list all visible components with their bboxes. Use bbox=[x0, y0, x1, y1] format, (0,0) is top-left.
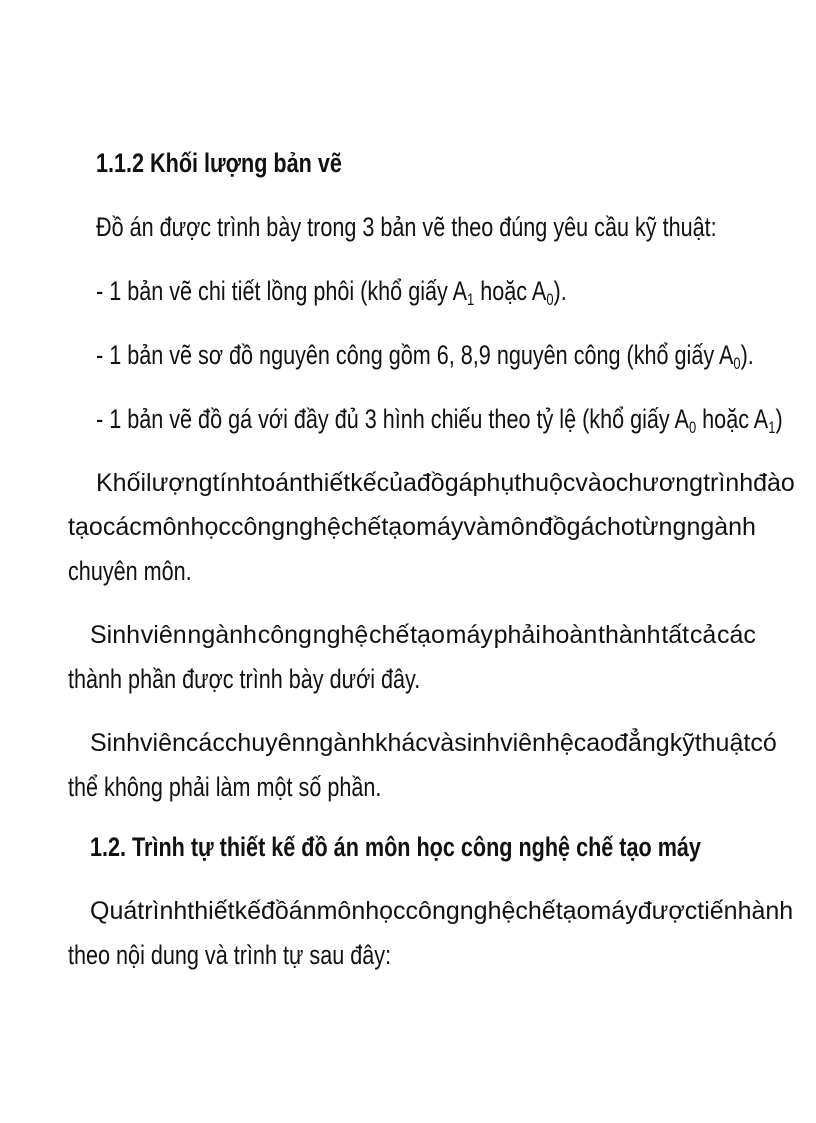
paragraph-line bbox=[90, 618, 756, 652]
word: khác bbox=[374, 729, 428, 757]
word: chế bbox=[369, 621, 410, 649]
word: tạo bbox=[381, 513, 417, 541]
word: công bbox=[230, 513, 286, 541]
paper-size-subscript: 1 bbox=[768, 419, 776, 437]
word: nghệ bbox=[312, 621, 369, 649]
word: lượng bbox=[146, 469, 213, 497]
word: đồ bbox=[538, 513, 567, 541]
word: đào bbox=[753, 469, 795, 497]
word: của bbox=[376, 469, 417, 497]
word: tính bbox=[212, 469, 255, 497]
drawing-text: ). bbox=[553, 276, 567, 306]
word: sinh bbox=[454, 729, 501, 757]
word: công bbox=[405, 897, 460, 925]
word: từng bbox=[634, 513, 687, 541]
word: đồ bbox=[260, 897, 289, 925]
paper-size-subscript: 0 bbox=[733, 355, 741, 373]
paper-size-subscript: 0 bbox=[688, 419, 697, 437]
word: kỹ bbox=[669, 729, 695, 757]
paper-size-subscript: 0 bbox=[546, 291, 554, 309]
word: thiết bbox=[302, 469, 351, 497]
word: trình bbox=[137, 897, 188, 925]
word: chế bbox=[515, 897, 556, 925]
drawing-list-item bbox=[96, 338, 754, 372]
drawing-text: ). bbox=[740, 340, 754, 370]
paragraph-line bbox=[96, 466, 795, 500]
word: gá bbox=[566, 513, 595, 541]
drawing-text: - 1 bản vẽ sơ đồ nguyên công gồm 6, 8,9 nguyên công (khổ giấy A bbox=[96, 340, 734, 370]
drawing-list-item bbox=[96, 402, 783, 436]
word: Sinh bbox=[90, 621, 141, 649]
word: hoàn bbox=[541, 621, 598, 649]
word: và bbox=[463, 513, 490, 541]
word: tạo bbox=[410, 621, 445, 649]
word: học bbox=[190, 513, 231, 541]
word: thuộc bbox=[514, 469, 576, 497]
word: các bbox=[185, 729, 225, 757]
word: Quá bbox=[90, 897, 138, 925]
word: án bbox=[288, 897, 317, 925]
paragraph-line bbox=[68, 510, 756, 544]
word: tiến bbox=[697, 897, 738, 925]
word: công bbox=[257, 621, 312, 649]
word: máy bbox=[445, 621, 493, 649]
section-heading: 1.1.2 Khối lượng bản vẽ bbox=[96, 148, 342, 178]
word: phụ bbox=[472, 469, 515, 497]
word: và bbox=[427, 729, 455, 757]
paragraph-line bbox=[90, 894, 794, 928]
word: ngành bbox=[187, 621, 257, 649]
paragraph-line: chuyên môn. bbox=[68, 556, 192, 586]
word: có bbox=[750, 729, 777, 757]
word: viên bbox=[500, 729, 546, 757]
paragraph-line bbox=[90, 726, 777, 760]
drawing-text: - 1 bản vẽ chi tiết lồng phôi (khổ giấy A bbox=[96, 276, 468, 306]
drawing-text: ) bbox=[775, 404, 783, 434]
word: đồ bbox=[416, 469, 445, 497]
word: toán bbox=[254, 469, 303, 497]
word: ngành bbox=[686, 513, 756, 541]
word: thuật bbox=[694, 729, 751, 757]
word: gá bbox=[444, 469, 473, 497]
drawing-text: hoặc A bbox=[696, 404, 769, 434]
word: cả bbox=[689, 621, 717, 649]
word: học bbox=[365, 897, 406, 925]
word: tất bbox=[661, 621, 690, 649]
word: đẳng bbox=[614, 729, 670, 757]
section2-heading: 1.2. Trình tự thiết kế đồ án môn học công nghệ chế tạo máy bbox=[90, 832, 701, 862]
word: ngành bbox=[305, 729, 375, 757]
drawing-list-item bbox=[96, 274, 567, 308]
paper-size-subscript: 1 bbox=[467, 291, 475, 309]
word: viên bbox=[140, 621, 187, 649]
word: viên bbox=[140, 729, 186, 757]
word: nghệ bbox=[459, 897, 516, 925]
word: trình bbox=[703, 469, 754, 497]
word: kế bbox=[234, 897, 261, 925]
word: phải bbox=[493, 621, 541, 649]
word: máy bbox=[590, 897, 638, 925]
word: máy bbox=[416, 513, 464, 541]
word: chế bbox=[340, 513, 382, 541]
word: các bbox=[102, 513, 142, 541]
word: vào bbox=[575, 469, 616, 497]
word: thiết bbox=[187, 897, 235, 925]
word: chuyên bbox=[224, 729, 306, 757]
word: nghệ bbox=[285, 513, 341, 541]
word: chương bbox=[615, 469, 704, 497]
word: môn bbox=[489, 513, 539, 541]
word: các bbox=[717, 621, 756, 649]
word: tạo bbox=[68, 513, 103, 541]
word: môn bbox=[316, 897, 366, 925]
paragraph-line: thể không phải làm một số phần. bbox=[68, 772, 382, 802]
paragraph-line: theo nội dung và trình tự sau đây: bbox=[68, 940, 392, 970]
word: hành bbox=[737, 897, 794, 925]
word: hệ bbox=[545, 729, 574, 757]
word: thành bbox=[598, 621, 661, 649]
word: môn bbox=[141, 513, 191, 541]
paragraph-line: thành phần được trình bày dưới đây. bbox=[68, 664, 421, 694]
drawing-text: - 1 bản vẽ đồ gá với đầy đủ 3 hình chiếu theo tỷ lệ (khổ giấy A bbox=[96, 404, 689, 434]
drawing-text: hoặc A bbox=[474, 276, 547, 306]
word: kế bbox=[350, 469, 377, 497]
intro-line: Đồ án được trình bày trong 3 bản vẽ theo đúng yêu cầu kỹ thuật: bbox=[96, 212, 717, 242]
word: cao bbox=[573, 729, 615, 757]
word: tạo bbox=[555, 897, 591, 925]
word: Khối bbox=[96, 469, 147, 497]
word: được bbox=[637, 897, 698, 925]
word: cho bbox=[594, 513, 635, 541]
word: Sinh bbox=[90, 729, 141, 757]
